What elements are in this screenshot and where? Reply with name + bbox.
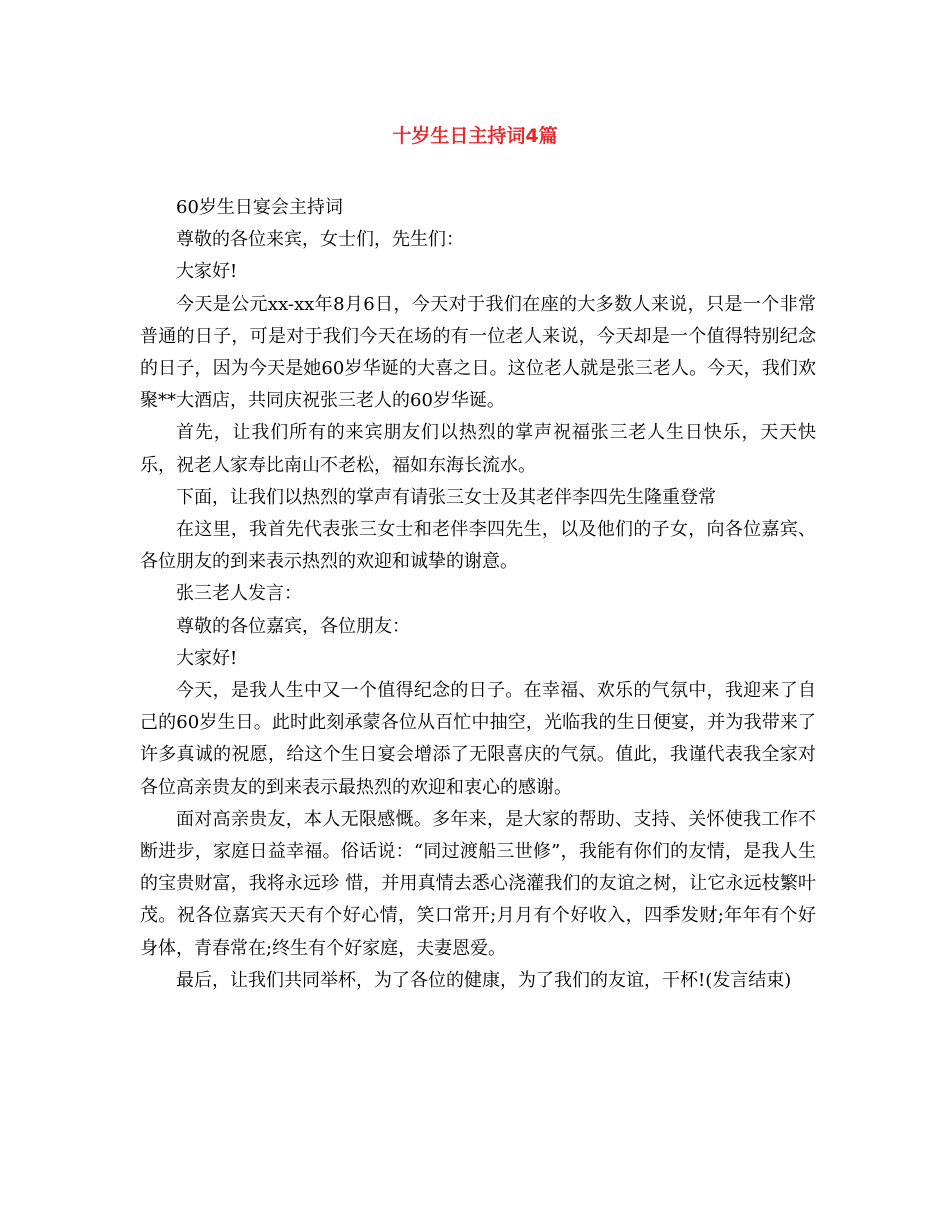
paragraph-blessing: 首先，让我们所有的来宾朋友们以热烈的掌声祝福张三老人生日快乐，天天快乐，祝老人家寿比南山不老松，福如东海长流水。: [140, 422, 816, 476]
paragraph-invitation: 下面，让我们以热烈的掌声有请张三女士及其老伴李四先生隆重登常: [176, 486, 716, 508]
paragraph-speech-salutation: 尊敬的各位嘉宾，各位朋友：: [176, 615, 410, 637]
paragraph-speech-toast: 最后，让我们共同举杯，为了各位的健康，为了我们的友谊，干杯!(发言结束): [176, 969, 792, 991]
paragraph-speech-label: 张三老人发言：: [176, 583, 302, 605]
paragraph-greeting: 大家好!: [176, 261, 238, 283]
paragraph-speech-reflection: 面对高亲贵友，本人无限感慨。多年来，是大家的帮助、支持、关怀使我工作不断进步，家庭日益幸福。俗话说：“同过渡船三世修”，我能有你们的友情，是我人生的宝贵财富，我将永远珍 惜，并用真情去悉心浇灌我们的友谊之树，让它永远枝繁叶茂。祝各位嘉宾天天有个好心情，笑口常开;月月有个好收入，四季发财;年年有个好身体，青春常在;终生有个好家庭，夫妻恩爱。: [140, 808, 816, 959]
paragraph-salutation: 尊敬的各位来宾，女士们，先生们：: [176, 229, 464, 251]
paragraph-welcome: 在这里，我首先代表张三女士和老伴李四先生，以及他们的子女，向各位嘉宾、各位朋友的到来表示热烈的欢迎和诚挚的谢意。: [140, 519, 816, 573]
paragraph-heading: 60岁生日宴会主持词: [176, 197, 343, 218]
paragraph-speech-thanks: 今天，是我人生中又一个值得纪念的日子。在幸福、欢乐的气氛中，我迎来了自己的60岁生日。此时此刻承蒙各位从百忙中抽空，光临我的生日便宴，并为我带来了许多真诚的祝愿，给这个生日宴会增添了无限喜庆的气氛。值此，我谨代表我全家对各位高亲贵友的到来表示最热烈的欢迎和衷心的感谢。: [140, 680, 816, 798]
paragraph-speech-greeting: 大家好!: [176, 647, 238, 669]
document-body: [140, 192, 816, 997]
document-title: 十岁生日主持词4篇: [392, 125, 558, 147]
paragraph-opening: 今天是公元xx-xx年8月6日，今天对于我们在座的大多数人来说，只是一个非常普通的日子，可是对于我们今天在场的有一位老人来说，今天却是一个值得特别纪念的日子，因为今天是她60岁华诞的大喜之日。这位老人就是张三老人。今天，我们欢聚**大酒店，共同庆祝张三老人的60岁华诞。: [140, 293, 816, 412]
